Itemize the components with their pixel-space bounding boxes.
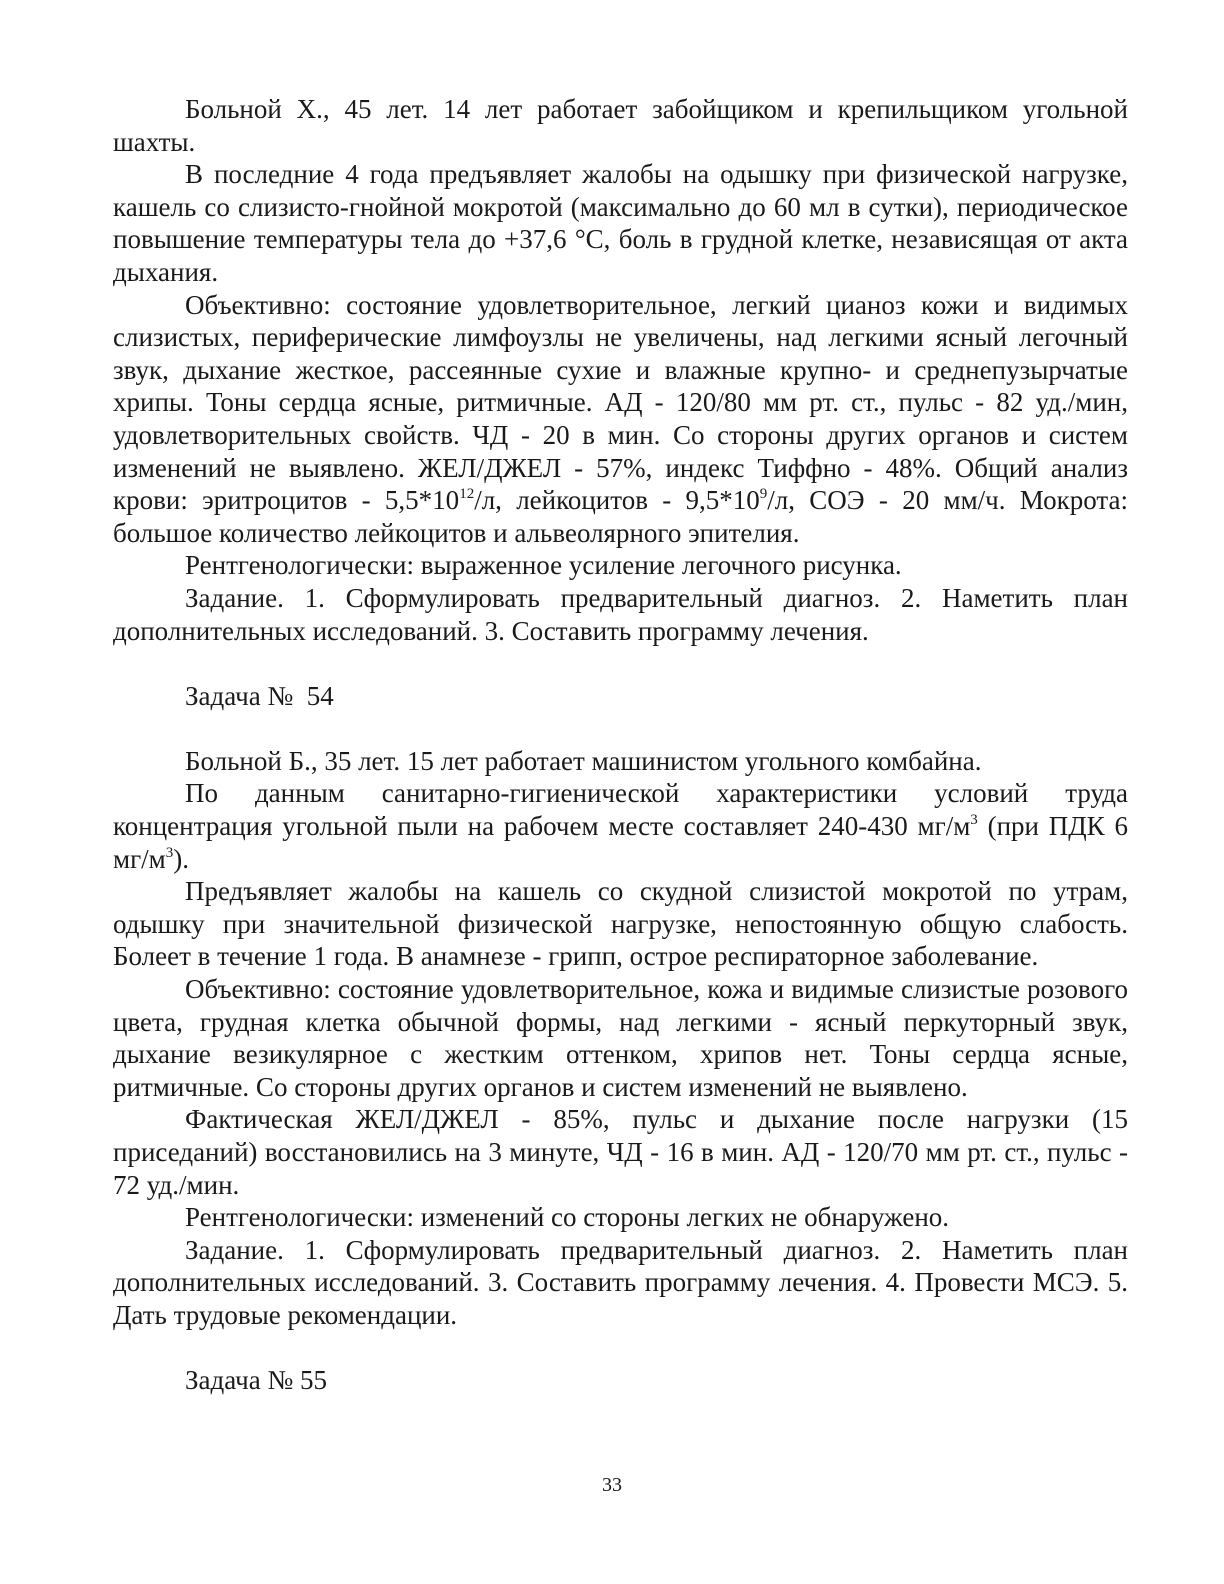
superscript-exponent: 9 bbox=[759, 486, 768, 503]
superscript-exponent: 3 bbox=[165, 844, 174, 861]
spacer bbox=[113, 647, 1128, 680]
case-54-complaints: Предъявляет жалобы на кашель со скудной слизистой мокротой по утрам, одышку при значительной физической нагрузке, непостоянную общую слабость. Болеет в течение 1 года. В анамнезе - грипп, острое респираторное заболевание. bbox=[113, 876, 1128, 972]
case-54-conditions-text-c: ). bbox=[173, 843, 189, 874]
spacer bbox=[113, 712, 1128, 745]
case-54-conditions-text-a: По данным санитарно-гигиенической характеристики условий труда концентрация угольной пыли на рабочем месте составляет 240-430 мг/м bbox=[113, 778, 1128, 842]
document-page bbox=[113, 93, 1128, 1397]
case-53-xray: Рентгенологически: выраженное усиление легочного рисунка. bbox=[185, 550, 902, 581]
case-54-conditions-text-b: (при ПДК 6 мг/м bbox=[113, 811, 1128, 874]
case-54-function-tests: Фактическая ЖЕЛ/ДЖЕЛ - 85%, пульс и дыхание после нагрузки (15 приседаний) восстановились на 3 минуте, ЧД - 16 в мин. АД - 120/70 мм рт. ст., пульс - 72 уд./мин. bbox=[113, 1104, 1128, 1200]
case-54-xray: Рентгенологически: изменений со стороны легких не обнаружено. bbox=[185, 1202, 950, 1233]
page-number: 33 bbox=[602, 1474, 622, 1496]
case-54-intro: Больной Б., 35 лет. 15 лет работает машинистом угольного комбайна. bbox=[185, 745, 982, 776]
case-53-task: Задание. 1. Сформулировать предварительный диагноз. 2. Наметить план дополнительных исследований. 3. Составить программу лечения. bbox=[113, 582, 1128, 646]
case-54-objective: Объективно: состояние удовлетворительное, кожа и видимые слизистые розового цвета, грудная клетка обычной формы, над легкими - ясный перкуторный звук, дыхание везикулярное с жестким оттенком, хрипов нет. Тоны сердца ясные, ритмичные. Со стороны других органов и систем изменений не выявлено. bbox=[113, 974, 1128, 1102]
case-53-complaints: В последние 4 года предъявляет жалобы на одышку при физической нагрузке, кашель со слизисто-гнойной мокротой (максимально до 60 мл в сутки), периодическое повышение температуры тела до +37,6 °С, боль в грудной клетке, независящая от акта дыхания. bbox=[113, 159, 1128, 287]
case-53-objective bbox=[113, 289, 1128, 550]
case-55-heading: Задача № 55 bbox=[185, 1365, 327, 1396]
spacer bbox=[113, 1332, 1128, 1365]
case-53-objective-text-b: /л, лейкоцитов - 9,5*10 bbox=[474, 485, 760, 516]
case-53-objective-text-a: Объективно: состояние удовлетворительное, легкий цианоз кожи и видимых слизистых, периферические лимфоузлы не увеличены, над легкими ясный легочный звук, дыхание жесткое, рассеянные сухие и влажные крупно- и среднепузырчатые хрипы. Тоны сердца ясные, ритмичные. АД - 120/80 мм рт. ст., пульс - 82 уд./мин, удовлетворительных свойств. ЧД - 20 в мин. Со стороны других органов и систем изменений не выявлено. ЖЕЛ/ДЖЕЛ - 57%, индекс Тиффно - 48%. Общий анализ крови: эритроцитов - 5,5*10 bbox=[113, 289, 1128, 516]
case-54-task: Задание. 1. Сформулировать предварительный диагноз. 2. Наметить план дополнительных исследований. 3. Составить программу лечения. 4. Провести МСЭ. 5. Дать трудовые рекомендации. bbox=[113, 1234, 1128, 1330]
superscript-exponent: 3 bbox=[970, 812, 978, 829]
case-54-heading: Задача № 54 bbox=[185, 680, 334, 711]
case-53-objective-text-c: /л, СОЭ - 20 мм/ч. Мокрота: большое количество лейкоцитов и альвеолярного эпителия. bbox=[113, 485, 1128, 548]
superscript-exponent: 12 bbox=[459, 486, 475, 503]
case-54-conditions bbox=[113, 777, 1128, 875]
case-53-intro: Больной Х., 45 лет. 14 лет работает забойщиком и крепильщиком угольной шахты. bbox=[113, 94, 1128, 157]
